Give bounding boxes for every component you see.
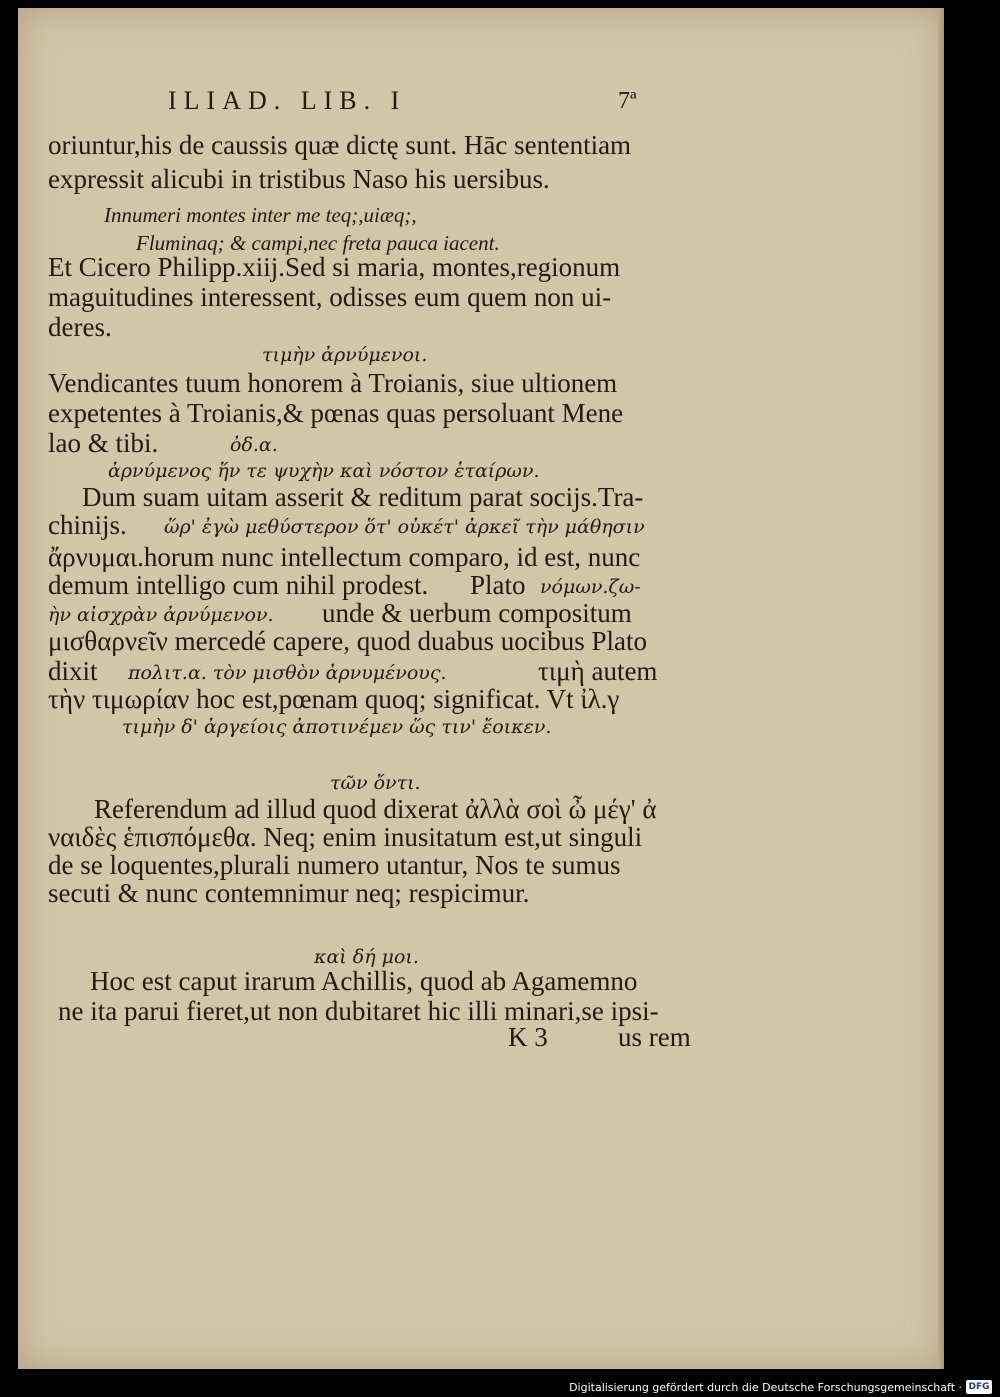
greek-quote: νόμων.ζω- xyxy=(540,576,641,598)
digitization-credit: Digitalisierung gefördert durch die Deutsche Forschungsgemeinschaft · xyxy=(569,1381,962,1394)
text-line: expetentes à Troianis,& pœnas quas persoluant Mene xyxy=(48,398,624,428)
greek-quote: ὴν αἰσχρὰν ἀρνύμενον. xyxy=(48,604,274,626)
text-line: lao & tibi. xyxy=(48,428,159,458)
greek-quote: ὥρ' ἐγὼ μεθύστερον ὅτ' οὐκέτ' ἀρκεῖ τὴν μάθησιν xyxy=(164,516,645,538)
catchword: us rem xyxy=(618,1022,691,1052)
text-line: deres. xyxy=(48,312,112,342)
text-line: τιμὴ autem xyxy=(538,656,658,686)
text-line: Et Cicero Philipp.xiij.Sed si maria, montes,regionum xyxy=(48,252,621,282)
greek-lemma: καὶ δή μοι. xyxy=(314,946,419,968)
text-line: ναιδὲς ἑπισπόμεθα. Neq; enim inusitatum est,ut singuli xyxy=(48,822,643,852)
text-line: secuti & nunc contemnimur neq; respicimur. xyxy=(48,878,530,908)
text-line: Vendicantes tuum honorem à Troianis, siue ultionem xyxy=(48,368,618,398)
text-line: ἄρνυμαι.horum nunc intellectum comparo, id est, nunc xyxy=(48,542,641,572)
text-line: de se loquentes,plurali numero utantur, Nos te sumus xyxy=(48,850,621,880)
greek-quote: τιμὴν δ' ἀργείοις ἀποτινέμεν ὥς τιν' ἔοικεν. xyxy=(122,716,552,738)
verse-line: Innumeri montes inter me teq;,uiæq;, xyxy=(104,203,417,227)
text-line: expressit alicubi in tristibus Naso his uersibus. xyxy=(48,164,550,194)
greek-quote: πολιτ.α. τὸν μισθὸν ἀρνυμένους. xyxy=(128,662,447,684)
text-line: chinijs. xyxy=(48,510,127,540)
book-page xyxy=(18,8,944,1369)
greek-reference: ὀδ.α. xyxy=(230,434,278,456)
greek-quote: ἀρνύμενος ἥν τε ψυχὴν καὶ νόστον ἑταίρων. xyxy=(108,460,540,482)
greek-lemma: τῶν ὄντι. xyxy=(330,772,421,794)
text-line: Referendum ad illud quod dixerat ἀλλὰ σοὶ ὦ μέγ' ἀ xyxy=(94,794,657,824)
text-line: Dum suam uitam asserit & reditum parat socijs.Tra- xyxy=(82,482,644,512)
text-line: ne ita parui fieret,ut non dubitaret hic illi minari,se ipsi- xyxy=(58,996,659,1026)
page-number: 7ª xyxy=(618,88,637,114)
dfg-logo-icon: DFG xyxy=(966,1380,992,1394)
running-title: ILIAD. LIB. I xyxy=(168,86,407,115)
text-line: τὴν τιμωρίαν hoc est,pœnam quoq; significat. Vt ἰλ.γ xyxy=(48,684,620,714)
text-line: Plato xyxy=(470,570,526,600)
text-line: maguitudines interessent, odisses eum quem non ui- xyxy=(48,282,612,312)
verse-line: Fluminaq; & campi,nec freta pauca iacent. xyxy=(136,231,500,255)
text-line: dixit xyxy=(48,656,98,686)
greek-lemma: τιμὴν ἀρνύμενοι. xyxy=(262,344,428,366)
text-line: unde & uerbum compositum xyxy=(322,598,632,628)
text-line: demum intelligo cum nihil prodest. xyxy=(48,570,429,600)
signature-mark: K 3 xyxy=(508,1022,548,1052)
text-line: oriuntur,his de caussis quæ dictę sunt. Hāc sententiam xyxy=(48,130,632,160)
text-line: μισθαρνεῖν mercedé capere, quod duabus uocibus Plato xyxy=(48,626,647,656)
text-line: Hoc est caput irarum Achillis, quod ab Agamemno xyxy=(90,966,638,996)
